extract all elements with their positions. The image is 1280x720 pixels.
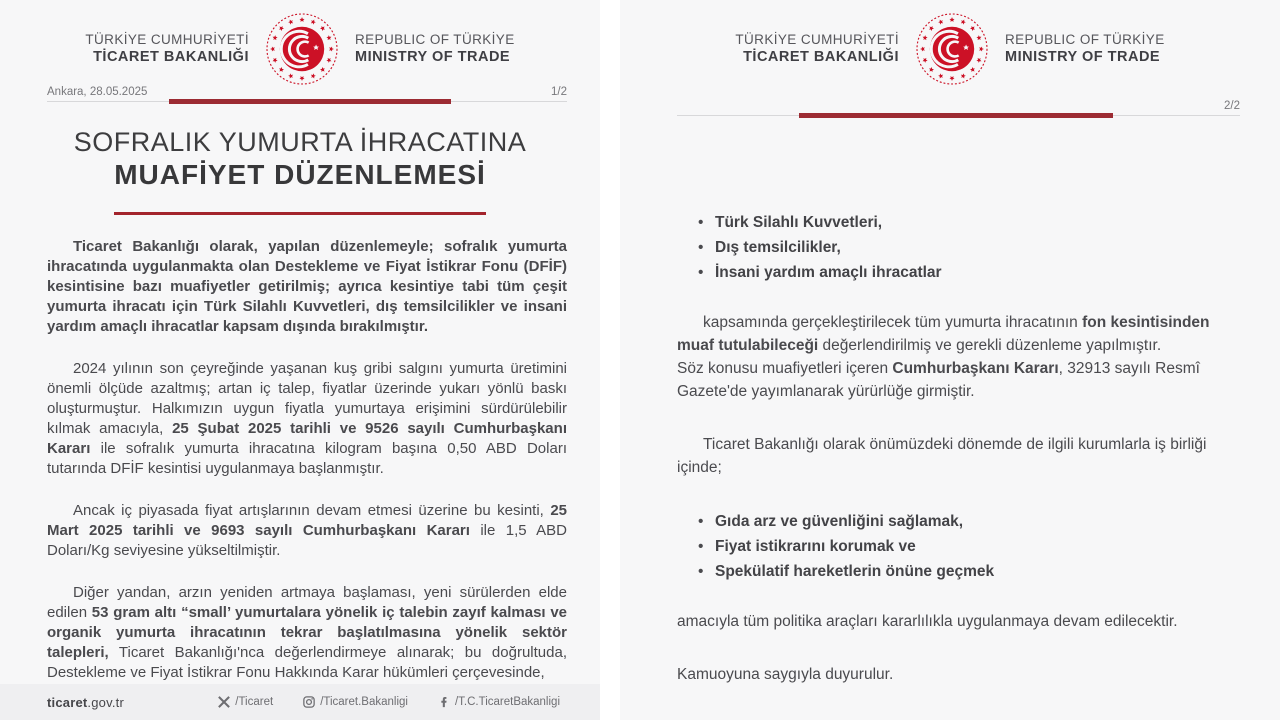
bold-text-run: 53 gram altı “small’ yumurtalara yönelik iç talebin zayıf kalması ve organik yumurta ihracatının tekrar başlatılmasına yönelik sektör talepleri, <box>47 604 568 661</box>
paragraph <box>677 610 1242 633</box>
paragraph <box>677 433 1242 479</box>
facebook-icon <box>438 696 450 708</box>
bullet-item: • İnsani yardım amaçlı ihracatlar <box>715 260 1242 285</box>
title-line-2: MUAFİYET DÜZENLEMESİ <box>114 159 486 190</box>
brand-tr-line1: TÜRKİYE CUMHURİYETİ <box>735 31 899 47</box>
bold-text-run: 25 Mart 2025 tarihli ve 9693 sayılı Cumhurbaşkanı Kararı <box>47 502 567 539</box>
page-number: 1/2 <box>551 86 567 98</box>
text-run: değerlendirilmiş ve gerekli düzenleme yapılmıştır. <box>818 337 1162 354</box>
brand-tr-line2: TİCARET BAKANLIĞI <box>743 49 899 66</box>
page-1-body <box>47 237 567 683</box>
header-rule <box>677 115 1240 116</box>
page-footer <box>0 684 600 720</box>
paragraph <box>47 501 567 561</box>
bullet-item: • Fiyat istikrarını korumak ve <box>715 534 1242 559</box>
brand-en-line1: REPUBLIC OF TÜRKİYE <box>354 31 515 47</box>
brand-tr-line2: TİCARET BAKANLIĞI <box>93 49 249 66</box>
social-x <box>218 696 273 708</box>
header-rule-accent <box>799 113 1113 118</box>
social-facebook-handle: /T.C.TicaretBakanligi <box>454 696 560 708</box>
social-instagram <box>303 696 408 708</box>
paragraph <box>677 311 1242 403</box>
paragraph <box>47 583 567 683</box>
bullet-list <box>677 509 1242 584</box>
title-underline <box>114 212 486 215</box>
text-run: Ticaret Bakanlığı'nca değerlendirmeye alınarak; bu doğrultuda, Destekleme ve Fiyat İstikrar Fonu Hakkında Karar hükümleri çerçevesinde, <box>47 644 567 681</box>
text-run: 2024 yılının son çeyreğinde yaşanan kuş gribi salgını yumurta üretimini önemli ölçüde azaltmış; artan iç talep, fiyatlar üzerinde yukarı yönlü baskı oluşturmuştur. Halkımızın uygun fiyatla yumurtaya erişimini sürdürülebilir kılmak amacıyla, <box>47 360 567 437</box>
brand-en-line2: MINISTRY OF TRADE <box>354 49 511 66</box>
brand-english <box>1005 32 1165 67</box>
brand-en-line1: REPUBLIC OF TÜRKİYE <box>1004 31 1165 47</box>
brand-turkish <box>85 32 249 67</box>
bold-text-run: fon kesintisinden muaf tutulabileceği <box>677 314 1210 354</box>
bold-text-run: Ticaret Bakanlığı olarak, yapılan düzenlemeyle; sofralık yumurta ihracatında uygulanmakta olan Destekleme ve Fiyat İstikrar Fonu (DFİF) kesintisine bazı muafiyetler getirilmiş; ayrıca kesintiye tabi tüm çeşit yumurta ihracatı için Türk Silahlı Kuvvetleri, dış temsilcilikler ve insani yardım amaçlı ihracatlar kapsam dışında bırakılmıştır. <box>47 238 567 335</box>
page-2-body <box>677 210 1242 686</box>
masthead <box>620 0 1280 86</box>
meta-row <box>677 100 1240 112</box>
dateline: Ankara, 28.05.2025 <box>47 86 148 98</box>
social-instagram-handle: /Ticaret.Bakanligi <box>320 696 408 708</box>
text-run: ile 1,5 ABD Doları/Kg seviyesine yükseltilmiştir. <box>47 522 567 559</box>
text-run: ile sofralık yumurta ihracatına kilogram başına 0,50 ABD Doları tutarında DFİF kesintisi uygulanmaya başlanmıştır. <box>47 440 567 477</box>
paragraph <box>677 663 1242 686</box>
header-rule <box>47 101 567 102</box>
website-url-bold: ticaret <box>47 694 88 710</box>
text-run: amacıyla tüm politika araçları kararlılıkla uygulanmaya devam edilecektir. <box>677 613 1178 630</box>
text-run: Ancak iç piyasada fiyat artışlarının devam etmesi üzerine bu kesinti, <box>73 502 551 519</box>
document-page-2 <box>620 0 1280 720</box>
text-run: Kamuoyuna saygıyla duyurulur. <box>677 666 894 683</box>
bullet-list <box>677 210 1242 285</box>
social-x-handle: /Ticaret <box>235 696 274 708</box>
bullet-item: • Dış temsilcilikler, <box>715 235 1242 260</box>
ministry-of-trade-logo-icon <box>915 12 989 86</box>
bullet-item: • Türk Silahlı Kuvvetleri, <box>715 210 1242 235</box>
text-run: kapsamında gerçekleştirilecek tüm yumurta ihracatının <box>703 314 1083 331</box>
paragraph <box>47 359 567 479</box>
bullet-item: • Gıda arz ve güvenliğini sağlamak, <box>715 509 1242 534</box>
paragraph <box>47 237 567 337</box>
meta-row <box>47 86 567 98</box>
website-url-rest: .gov.tr <box>87 694 124 710</box>
social-facebook <box>438 696 560 708</box>
text-run: Diğer yandan, arzın yeniden artmaya başlaması, yeni sürülerden elde edilen <box>47 584 567 621</box>
bold-text-run: 25 Şubat 2025 tarihli ve 9526 sayılı Cumhurbaşkanı Kararı <box>47 420 567 457</box>
text-run: , 32913 sayılı Resmî Gazete'de yayımlanarak yürürlüğe girmiştir. <box>677 360 1200 400</box>
ministry-of-trade-logo-icon <box>265 12 339 86</box>
text-run: Ticaret Bakanlığı olarak önümüzdeki dönemde de ilgili kurumlarla iş birliği içinde; <box>677 436 1207 476</box>
x-icon <box>218 696 230 708</box>
brand-turkish <box>735 32 899 67</box>
website-url <box>47 695 124 710</box>
header-rule-accent <box>169 99 451 104</box>
social-links <box>218 696 560 708</box>
title-line-1: SOFRALIK YUMURTA İHRACATINA <box>73 127 527 157</box>
document-page-1 <box>0 0 600 720</box>
text-run: Söz konusu muafiyetleri içeren <box>677 360 893 377</box>
bold-text-run: Cumhurbaşkanı Kararı <box>892 360 1059 377</box>
brand-en-line2: MINISTRY OF TRADE <box>1004 49 1161 66</box>
title-block <box>0 126 600 215</box>
page-number: 2/2 <box>1224 100 1240 112</box>
bullet-item: • Spekülatif hareketlerin önüne geçmek <box>715 559 1242 584</box>
masthead <box>0 0 600 86</box>
brand-tr-line1: TÜRKİYE CUMHURİYETİ <box>85 31 249 47</box>
brand-english <box>355 32 515 67</box>
instagram-icon <box>303 696 315 708</box>
